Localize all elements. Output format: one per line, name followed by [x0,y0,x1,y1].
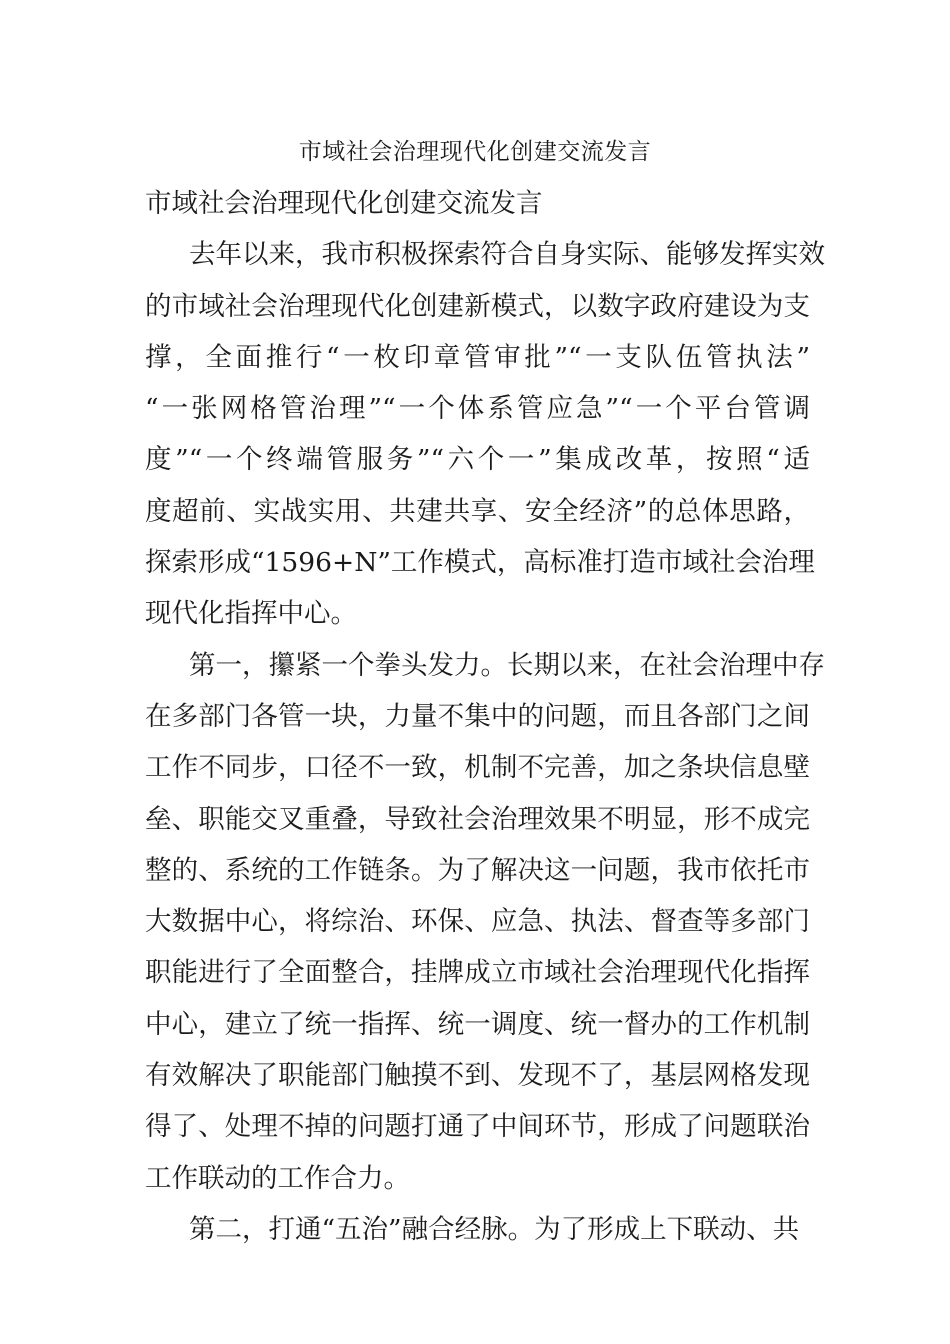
text-line: 的市域社会治理现代化创建新模式，以数字政府建设为支 [145,290,810,322]
paragraph-2 [145,640,825,1204]
text-line: 度”“一个终端管服务”“六个一”集成改革，按照“适 [145,444,810,476]
text-line: 第一，攥紧一个拳头发力。长期以来，在社会治理中存 [189,649,825,681]
text-line: 现代化指挥中心。 [145,598,357,630]
text-line: 第二，打通“五治”融合经脉。为了形成上下联动、共 [189,1213,800,1245]
text-line: 有效解决了职能部门触摸不到、发现不了，基层网格发现 [145,1060,810,1092]
text-line: 大数据中心，将综治、环保、应急、执法、督查等多部门 [145,906,810,938]
text-line: 中心，建立了统一指挥、统一调度、统一督办的工作机制 [145,1008,810,1040]
text-line: 职能进行了全面整合，挂牌成立市域社会治理现代化指挥 [145,957,810,989]
text-line: 工作不同步，口径不一致，机制不完善，加之条块信息壁 [145,752,810,784]
paragraph-1 [145,229,825,639]
paragraph-3 [145,1204,810,1255]
text-line: 整的、系统的工作链条。为了解决这一问题，我市依托市 [145,854,810,886]
text-line: 探索形成“1596+N”工作模式，高标准打造市域社会治理 [145,547,815,579]
text-line: 撑，全面推行“一枚印章管审批”“一支队伍管执法” [145,341,810,373]
text-line: 去年以来，我市积极探索符合自身实际、能够发挥实效 [189,239,825,271]
text-line: 垒、职能交叉重叠，导致社会治理效果不明显，形不成完 [145,803,810,835]
document-body [145,178,825,1255]
text-line: 工作联动的工作合力。 [145,1162,410,1194]
document-subtitle: 市域社会治理现代化创建交流发言 [145,188,543,219]
text-line: 在多部门各管一块，力量不集中的问题，而且各部门之间 [145,700,810,732]
text-line: 得了、处理不掉的问题打通了中间环节，形成了问题联治 [145,1111,810,1143]
text-line: 度超前、实战实用、共建共享、安全经济”的总体思路， [145,495,810,527]
document-title: 市域社会治理现代化创建交流发言 [298,139,652,165]
text-line: “一张网格管治理”“一个体系管应急”“一个平台管调 [145,393,810,425]
